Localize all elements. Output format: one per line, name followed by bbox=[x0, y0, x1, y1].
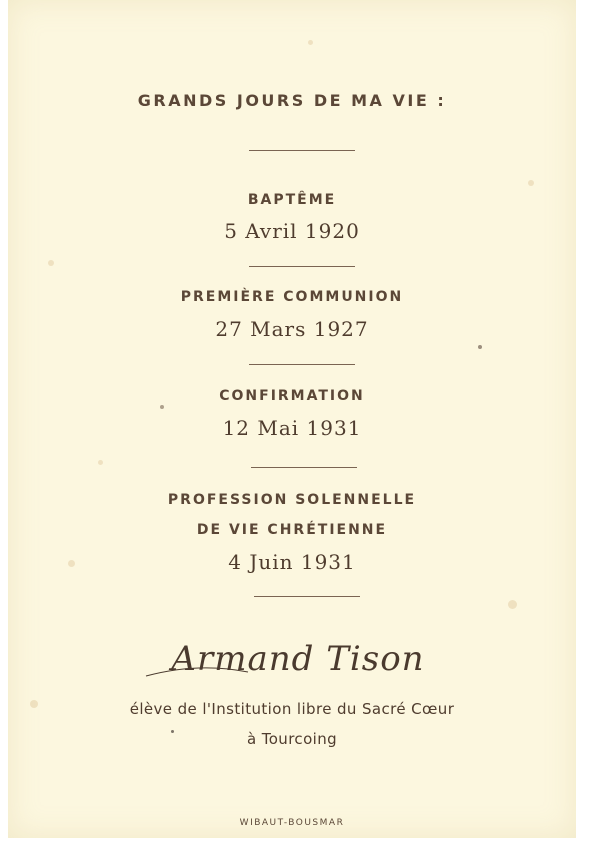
divider-rule bbox=[254, 596, 360, 597]
event-name-communion: PREMIÈRE COMMUNION bbox=[180, 289, 404, 305]
divider-rule bbox=[249, 364, 355, 365]
event-date-confirmation: 12 Mai 1931 bbox=[222, 416, 362, 440]
event-date-communion: 27 Mars 1927 bbox=[215, 317, 369, 341]
signature-text: Armand Tison bbox=[171, 639, 425, 679]
divider-rule bbox=[249, 150, 355, 151]
foxing-spot bbox=[308, 40, 313, 45]
divider-rule bbox=[251, 467, 357, 468]
foxing-spot bbox=[160, 405, 164, 409]
event-name-profession-line1: PROFESSION SOLENNELLE bbox=[167, 492, 417, 508]
foxing-spot bbox=[508, 600, 517, 609]
event-name-bapteme: BAPTÊME bbox=[247, 192, 337, 208]
divider-rule bbox=[249, 266, 355, 267]
event-date-profession: 4 Juin 1931 bbox=[228, 550, 356, 574]
foxing-spot bbox=[528, 180, 534, 186]
foxing-spot bbox=[98, 460, 103, 465]
commemorative-card bbox=[8, 0, 576, 838]
handwritten-signature bbox=[138, 632, 458, 684]
foxing-spot bbox=[478, 345, 482, 349]
event-name-profession-line2: DE VIE CHRÉTIENNE bbox=[196, 522, 388, 538]
city-line: à Tourcoing bbox=[246, 730, 338, 748]
event-date-bapteme: 5 Avril 1920 bbox=[224, 219, 360, 243]
foxing-spot bbox=[48, 260, 54, 266]
printer-mark: WIBAUT-BOUSMAR bbox=[239, 818, 345, 828]
event-name-confirmation: CONFIRMATION bbox=[219, 388, 365, 404]
school-line: élève de l'Institution libre du Sacré Cœur bbox=[129, 700, 455, 718]
card-heading: GRANDS JOURS DE MA VIE : bbox=[137, 91, 447, 110]
